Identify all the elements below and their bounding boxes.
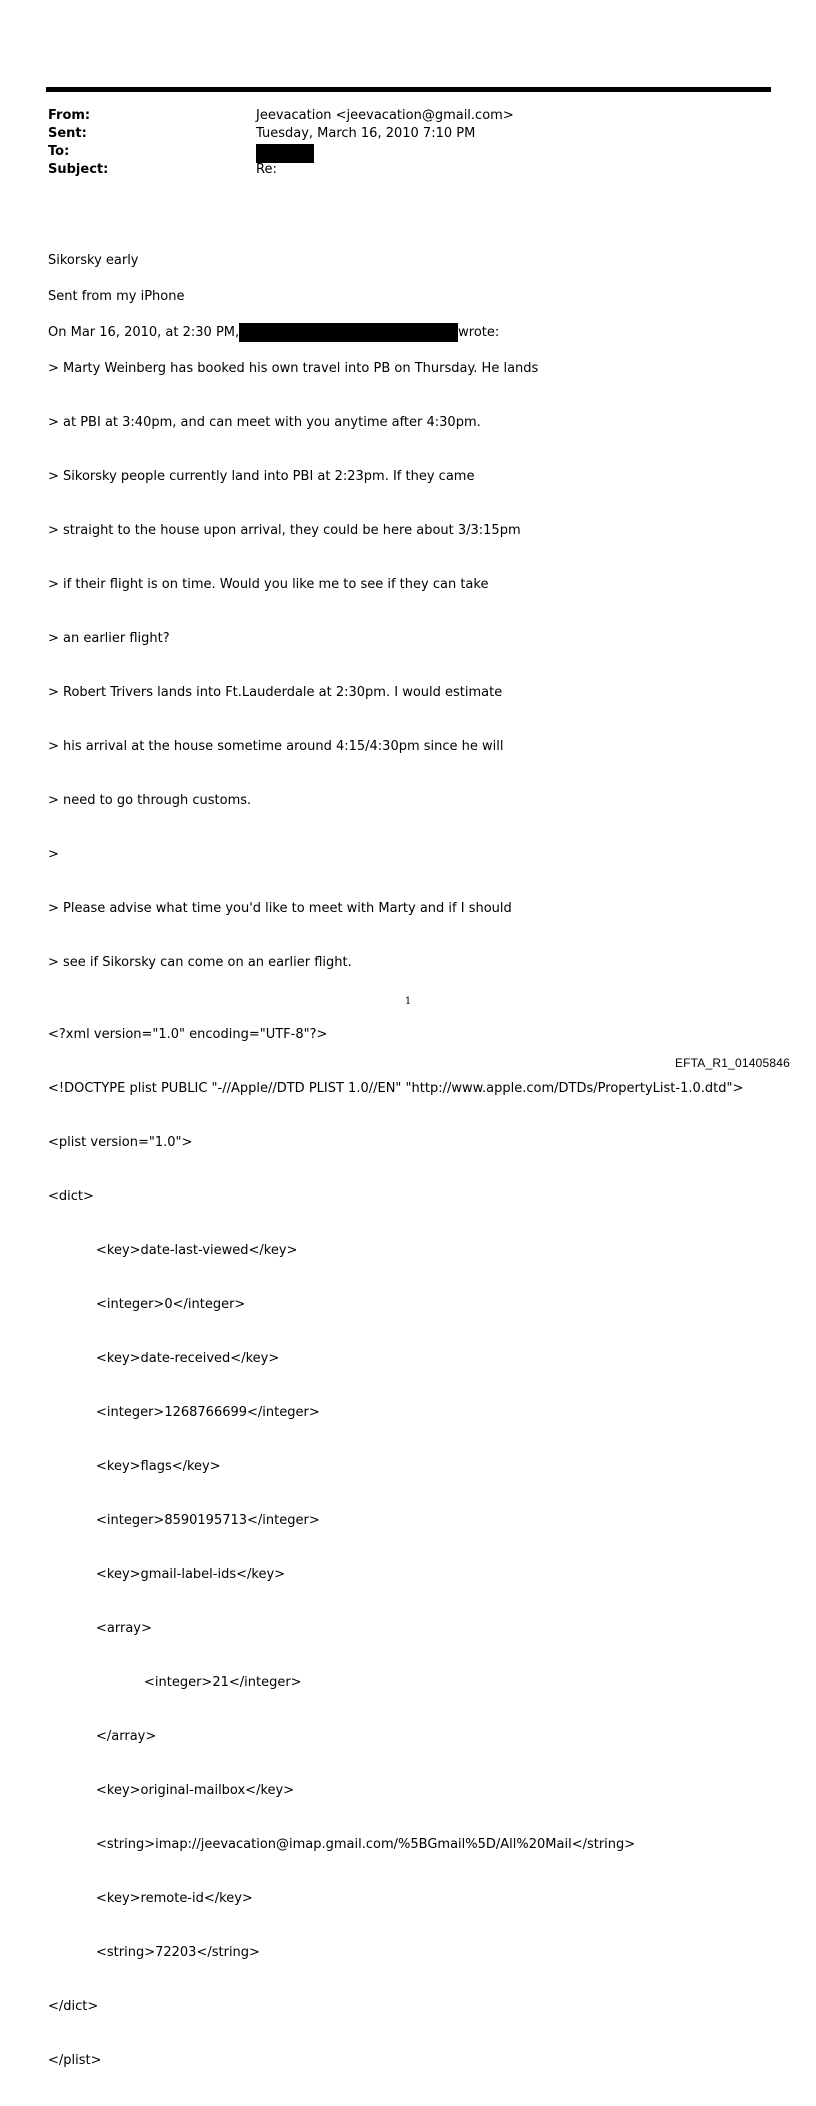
- xml-line: <integer>1268766699</integer>: [96, 1405, 320, 1420]
- xml-line: <key>remote-id</key>: [96, 1891, 253, 1906]
- xml-line: <string>imap://jeevacation@imap.gmail.com/%5BGmail%5D/All%20Mail</string>: [96, 1837, 636, 1852]
- wrote-suffix: wrote:: [458, 325, 500, 340]
- xml-line: <array>: [96, 1621, 152, 1636]
- signature-text: Sent from my iPhone: [48, 289, 185, 304]
- quoted-line: > see if Sikorsky can come on an earlier flight.: [48, 955, 352, 970]
- xml-line: <integer>21</integer>: [144, 1675, 302, 1690]
- quoted-line: > straight to the house upon arrival, they could be here about 3/3:15pm: [48, 523, 521, 538]
- sent-value: Tuesday, March 16, 2010 7:10 PM: [256, 126, 476, 141]
- wrote-prefix: On Mar 16, 2010, at 2:30 PM,: [48, 325, 240, 340]
- page-number: 1: [404, 996, 412, 1007]
- quoted-line: > need to go through customs.: [48, 793, 252, 808]
- to-value: [256, 143, 314, 163]
- to-label: To:: [48, 144, 70, 159]
- xml-line: <key>flags</key>: [96, 1459, 221, 1474]
- quoted-line: > Sikorsky people currently land into PBI at 2:23pm. If they came: [48, 469, 475, 484]
- xml-line: <integer>0</integer>: [96, 1297, 246, 1312]
- quoted-line: > Robert Trivers lands into Ft.Lauderdale at 2:30pm. I would estimate: [48, 685, 503, 700]
- quoted-line: > his arrival at the house sometime around 4:15/4:30pm since he will: [48, 739, 504, 754]
- header-rule: [46, 87, 771, 92]
- xml-line: <dict>: [48, 1189, 94, 1204]
- subject-label: Subject:: [48, 162, 109, 177]
- quoted-line: > Marty Weinberg has booked his own travel into PB on Thursday. He lands: [48, 361, 539, 376]
- xml-line: </array>: [96, 1729, 157, 1744]
- quoted-message: [48, 324, 743, 2106]
- xml-line: <key>date-received</key>: [96, 1351, 280, 1366]
- reply-text: Sikorsky early: [48, 253, 139, 268]
- quoted-line: > an earlier flight?: [48, 631, 170, 646]
- quoted-line: >: [48, 847, 59, 862]
- quoted-line: > at PBI at 3:40pm, and can meet with you anytime after 4:30pm.: [48, 415, 481, 430]
- xml-line: </plist>: [48, 2053, 102, 2068]
- xml-line: <!DOCTYPE plist PUBLIC "-//Apple//DTD PLIST 1.0//EN" "http://www.apple.com/DTDs/PropertyList-1.0.dtd">: [48, 1081, 744, 1096]
- xml-line: <?xml version="1.0" encoding="UTF-8"?>: [48, 1027, 328, 1042]
- subject-value: Re:: [256, 162, 277, 177]
- xml-line: <plist version="1.0">: [48, 1135, 193, 1150]
- xml-line: <key>gmail-label-ids</key>: [96, 1567, 286, 1582]
- xml-line: <key>original-mailbox</key>: [96, 1783, 295, 1798]
- from-label: From:: [48, 108, 91, 123]
- from-value: Jeevacation <jeevacation@gmail.com>: [256, 108, 514, 123]
- bates-number: EFTA_R1_01405846: [674, 1056, 790, 1070]
- xml-line: <key>date-last-viewed</key>: [96, 1243, 298, 1258]
- xml-line: <string>72203</string>: [96, 1945, 260, 1960]
- sent-label: Sent:: [48, 126, 87, 141]
- xml-line: <integer>8590195713</integer>: [96, 1513, 320, 1528]
- xml-line: </dict>: [48, 1999, 99, 2014]
- quoted-line: > Please advise what time you'd like to meet with Marty and if I should: [48, 901, 512, 916]
- quoted-line: > if their flight is on time. Would you like me to see if they can take: [48, 577, 489, 592]
